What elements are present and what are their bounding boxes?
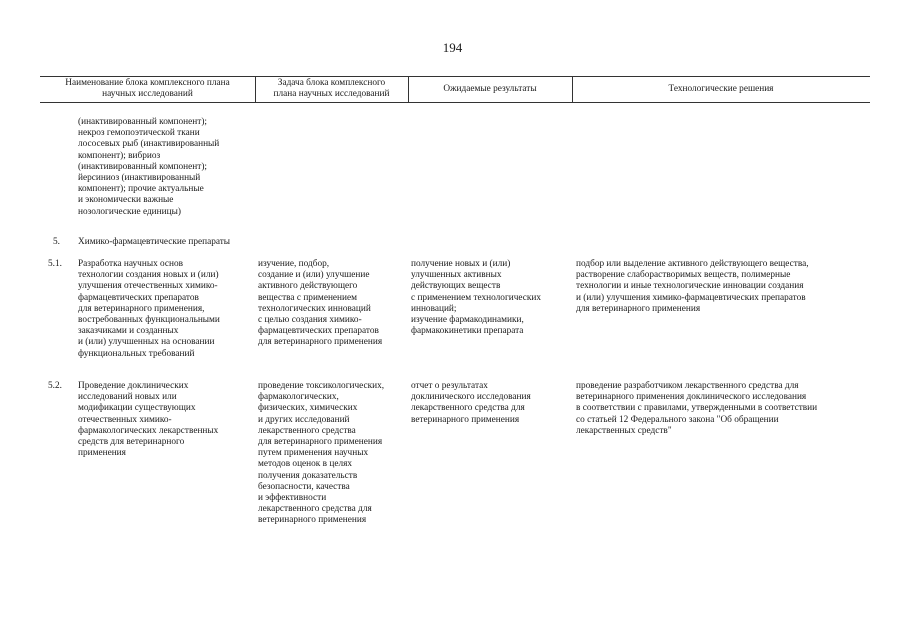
column-header-expected-results: Ожидаемые результаты xyxy=(443,84,537,94)
row-block-name: Разработка научных основ технологии создания новых и (или) улучшения отечественных химико- фармацевтических препаратов для ветеринарного применения, востребованных функциональными заказчиками и созданных и (или) улучшенных на основании функциональных требований xyxy=(78,259,220,359)
row-technological-solutions: проведение разработчиком лекарственного средства для ветеринарного применения доклинического исследования в соответствии с правилами, утвержденными в соответствии со статьей 12 Федерального закона "Об обращении лекарственных средств" xyxy=(576,381,818,436)
row-task: изучение, подбор, создание и (или) улучшение активного действующего вещества с применением технологических инноваций с целью создания химико- фармацевтических препаратов для ветеринарного применения xyxy=(258,259,383,348)
row-technological-solutions: подбор или выделение активного действующего вещества, растворение слаборастворимых веществ, полимерные технологии и иные технологические инновации создания и (или) улучшения химико-фармацевтических препаратов для ветеринарного применения xyxy=(576,259,809,314)
row-task: проведение токсикологических, фармакологических, физических, химических и других исследований лекарственного средства для ветеринарного применения путем применения научных методов оценок в целях получения доказательств безопасности, качества и эффективности лекарственного средства для ветеринарного применения xyxy=(258,381,385,526)
section-number: 5. xyxy=(53,237,60,247)
column-header-task: Задача блока комплексного плана научных исследований xyxy=(273,78,390,99)
page-number: 194 xyxy=(442,40,463,55)
table-header-top-rule xyxy=(40,76,870,77)
column-header-block-name: Наименование блока комплексного плана научных исследований xyxy=(65,78,230,99)
row-expected-results: отчет о результатах доклинического исследования лекарственного средства для ветеринарного применения xyxy=(411,381,531,425)
row-number: 5.2. xyxy=(48,381,62,391)
continuation-text: (инактивированный компонент); некроз гемопоэтической ткани лососевых рыб (инактивированный компонент); вибриоз (инактивированный компонент); йерсиниоз (инактивированный компонент); прочие актуальные и экономически важные нозологические единицы) xyxy=(78,117,220,217)
table-header-bottom-rule xyxy=(40,102,870,103)
row-expected-results: получение новых и (или) улучшенных активных действующих веществ с применением технологических инноваций; изучение фармакодинамики, фармакокинетики препарата xyxy=(411,259,542,337)
row-block-name: Проведение доклинических исследований новых или модификации существующих отечественных химико- фармакологических лекарственных средств для ветеринарного применения xyxy=(78,381,219,459)
column-header-technological-solutions: Технологические решения xyxy=(668,84,774,94)
row-number: 5.1. xyxy=(48,259,62,269)
section-title: Химико-фармацевтические препараты xyxy=(78,237,231,247)
